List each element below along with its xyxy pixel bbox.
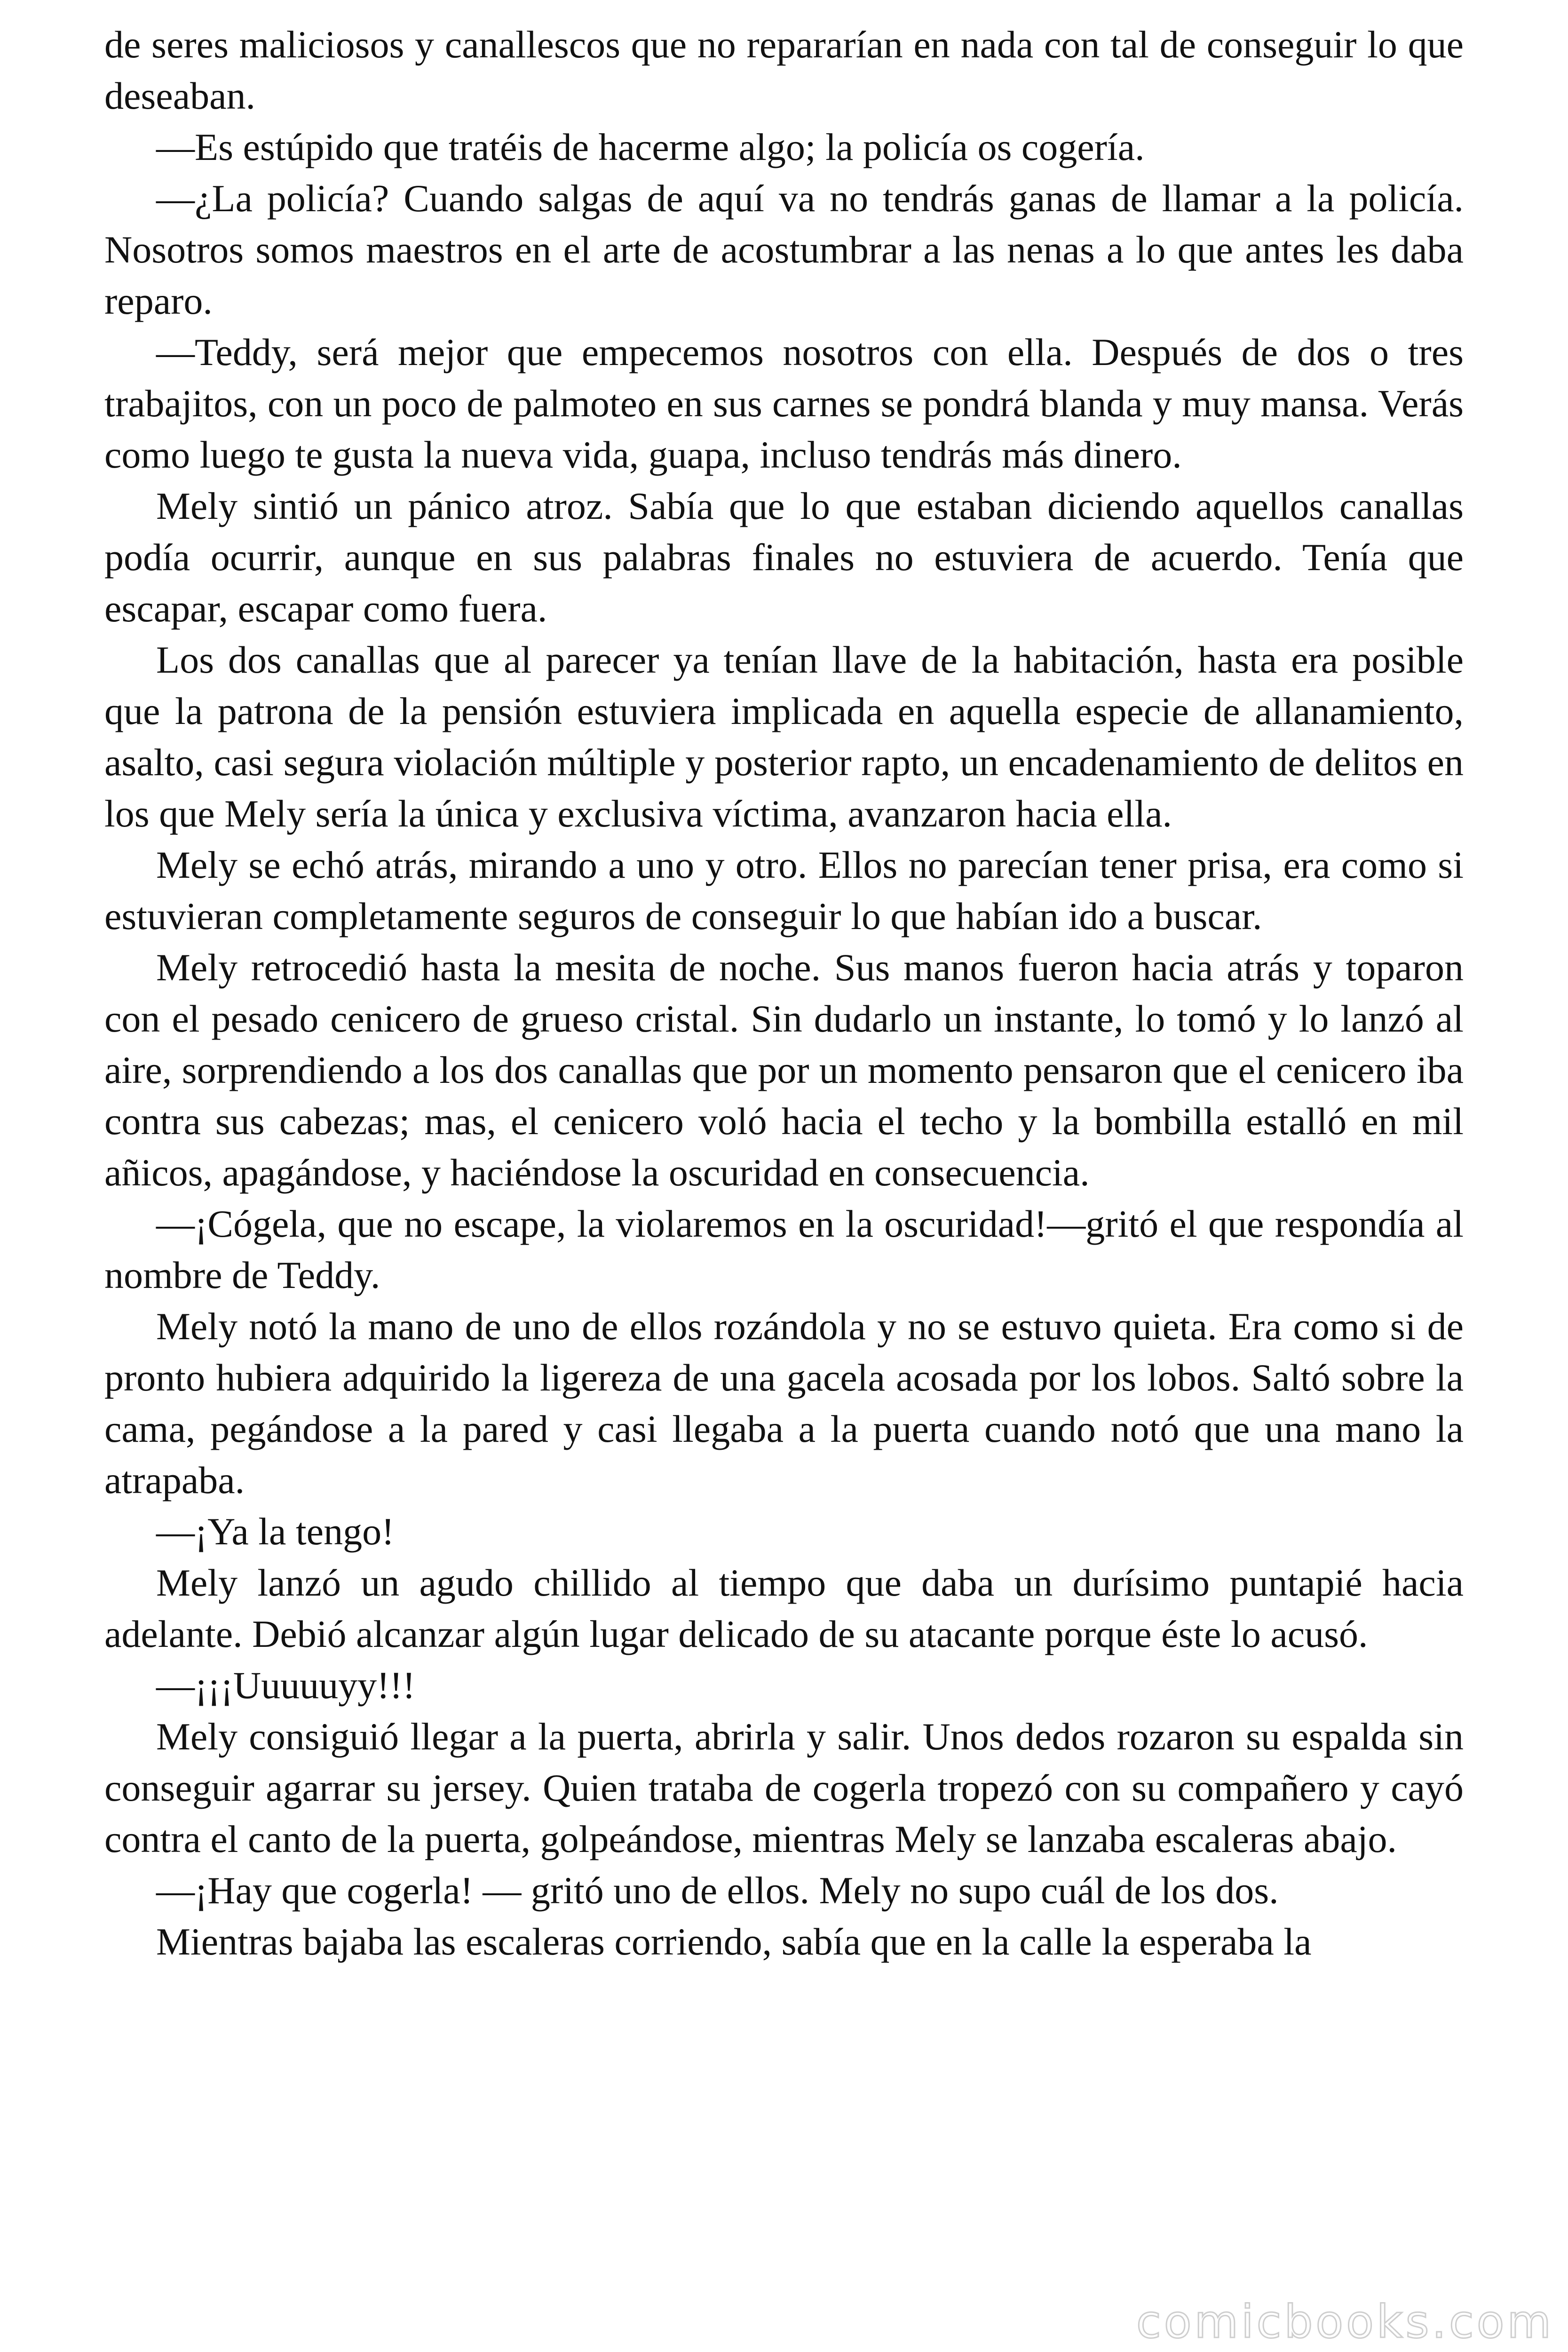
document-page bbox=[104, 19, 1464, 1967]
paragraph-13: —¡¡¡Uuuuuyy!!! bbox=[156, 1664, 416, 1707]
paragraph-12: Mely lanzó un agudo chillido al tiempo que daba un durísimo puntapié hacia adelante. Debió alcanzar algún lugar delicado de su atacante porque éste lo acusó. bbox=[104, 1561, 1464, 1655]
paragraph-10: Mely notó la mano de uno de ellos rozándola y no se estuvo quieta. Era como si de pronto hubiera adquirido la ligereza de una gacela acosada por los lobos. Saltó sobre la cama, pegándose a la pared y casi llegaba a la puerta cuando notó que una mano la atrapaba. bbox=[104, 1305, 1464, 1502]
paragraph-11: —¡Ya la tengo! bbox=[156, 1510, 395, 1553]
paragraph-2: —Es estúpido que tratéis de hacerme algo; la policía os cogería. bbox=[156, 126, 1145, 168]
paragraph-5: Mely sintió un pánico atroz. Sabía que lo que estaban diciendo aquellos canallas podía ocurrir, aunque en sus palabras finales no estuviera de acuerdo. Tenía que escapar, escapar como fuera. bbox=[104, 485, 1464, 630]
paragraph-7: Mely se echó atrás, mirando a uno y otro. Ellos no parecían tener prisa, era como si estuvieran completamente seguros de conseguir lo que habían ido a buscar. bbox=[104, 843, 1464, 938]
paragraph-8: Mely retrocedió hasta la mesita de noche. Sus manos fueron hacia atrás y toparon con el pesado cenicero de grueso cristal. Sin dudarlo un instante, lo tomó y lo lanzó al aire, sorprendiendo a los dos canallas que por un momento pensaron que el cenicero iba contra sus cabezas; mas, el cenicero voló hacia el techo y la bombilla estalló en mil añicos, apagándose, y haciéndose la oscuridad en consecuencia. bbox=[104, 946, 1464, 1194]
paragraph-1: de seres maliciosos y canallescos que no repararían en nada con tal de conseguir lo que deseaban. bbox=[104, 23, 1464, 117]
watermark: comicbooks.com bbox=[1136, 2296, 1554, 2348]
paragraph-16: Mientras bajaba las escaleras corriendo, sabía que en la calle la esperaba la bbox=[156, 1920, 1312, 1963]
paragraph-3: —¿La policía? Cuando salgas de aquí va no tendrás ganas de llamar a la policía. Nosotros somos maestros en el arte de acostumbrar a las nenas a lo que antes les daba reparo. bbox=[104, 177, 1464, 322]
paragraph-9: —¡Cógela, que no escape, la violaremos en la oscuridad!—gritó el que respondía al nombre de Teddy. bbox=[104, 1202, 1464, 1296]
paragraph-4: —Teddy, será mejor que empecemos nosotros con ella. Después de dos o tres trabajitos, con un poco de palmoteo en sus carnes se pondrá blanda y muy mansa. Verás como luego te gusta la nueva vida, guapa, incluso tendrás más dinero. bbox=[104, 331, 1464, 476]
paragraph-14: Mely consiguió llegar a la puerta, abrirla y salir. Unos dedos rozaron su espalda sin conseguir agarrar su jersey. Quien trataba de cogerla tropezó con su compañero y cayó contra el canto de la puerta, golpeándose, mientras Mely se lanzaba escaleras abajo. bbox=[104, 1715, 1464, 1860]
paragraph-15: —¡Hay que cogerla! — gritó uno de ellos. Mely no supo cuál de los dos. bbox=[156, 1869, 1279, 1912]
paragraph-6: Los dos canallas que al parecer ya tenían llave de la habitación, hasta era posible que la patrona de la pensión estuviera implicada en aquella especie de allanamiento, asalto, casi segura violación múltiple y posterior rapto, un encadenamiento de delitos en los que Mely sería la única y exclusiva víctima, avanzaron hacia ella. bbox=[104, 638, 1464, 835]
